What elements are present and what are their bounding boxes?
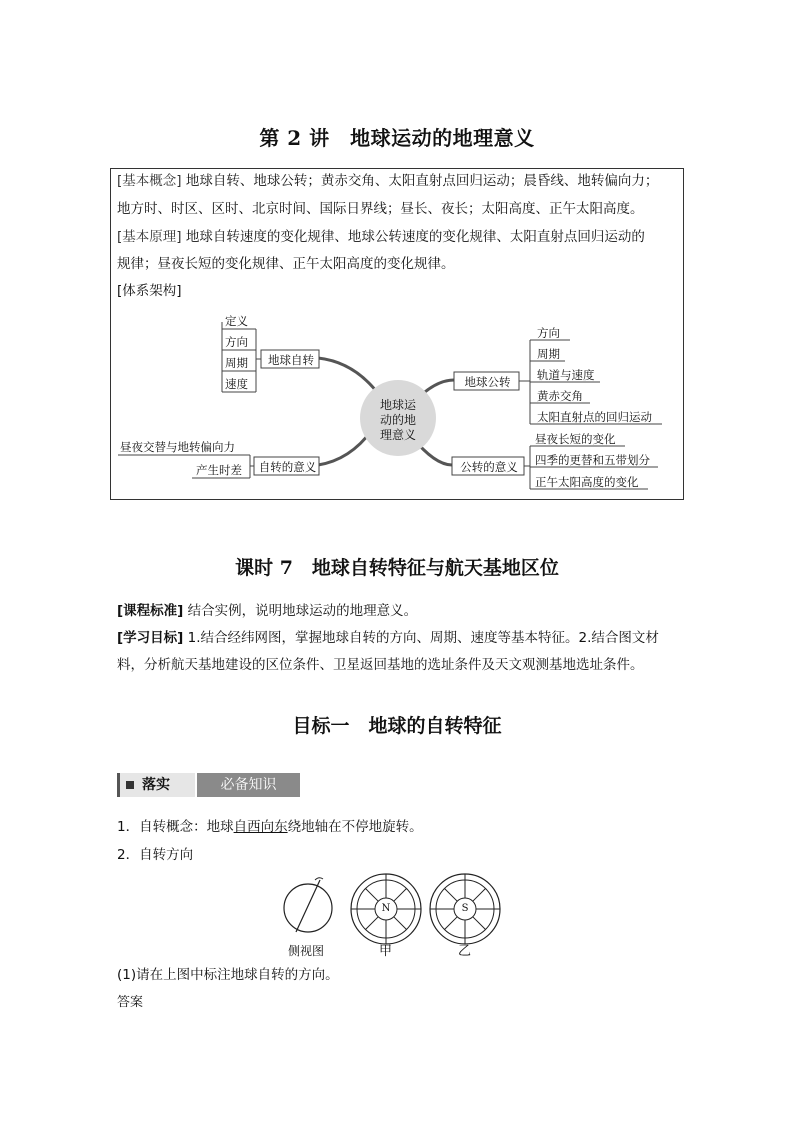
revolution-meaning-item: 昼夜长短的变化 [535, 432, 616, 446]
principle-tag: [基本原理] [117, 229, 182, 245]
standard-tag: [课程标准] [117, 603, 184, 619]
connector-rotation [318, 358, 380, 396]
principle-line-2: 规律；昼夜长短的变化规律、正午太阳高度的变化规律。 [117, 256, 455, 272]
banner-right: 必备知识 [197, 773, 300, 797]
answer-label: 答案 [117, 995, 144, 1010]
revolution-item: 周期 [537, 347, 560, 361]
concept-tag: [基本概念] [117, 173, 182, 189]
question-1: (1)请在上图中标注地球自转的方向。 [117, 967, 339, 983]
standard-text: 结合实例，说明地球运动的地理意义。 [187, 603, 418, 619]
south-view-caption: 乙 [458, 944, 472, 959]
goal-title: 目标一 地球的自转特征 [292, 715, 502, 737]
principle-line-1 [117, 224, 645, 251]
center-label: 地球运 动的地 理意义 [379, 398, 416, 442]
rotation-item: 周期 [225, 356, 248, 370]
knowledge-banner [117, 773, 300, 797]
rotation-item: 定义 [225, 314, 248, 328]
learning-goals-line-1 [117, 625, 659, 651]
rotation-meaning-item: 产生时差 [196, 463, 242, 477]
section-title: 课时 7 地球自转特征与航天基地区位 [235, 557, 559, 579]
north-view-caption: 甲 [379, 944, 393, 959]
rotation-item: 速度 [225, 377, 248, 391]
banner-left: 落实 [117, 773, 195, 797]
item-1: 1．自转概念：地球自西向东绕地轴在不停地旋转。 [117, 819, 423, 835]
framework-tag: [体系架构] [117, 283, 182, 299]
rotation-meaning-node: 自转的意义 [258, 460, 317, 474]
principle-text-1: 地球自转速度的变化规律、地球公转速度的变化规律、太阳直射点回归运动的 [185, 229, 645, 245]
north-label: N [381, 903, 391, 914]
goals-tag: [学习目标] [117, 630, 184, 646]
revolution-item: 太阳直射点的回归运动 [537, 410, 652, 424]
square-bullet-icon [126, 781, 134, 789]
lesson-title: 第 2 讲 地球运动的地理意义 [259, 126, 535, 150]
underlined-answer: 自西向东 [233, 819, 288, 835]
revolution-item: 轨道与速度 [537, 368, 595, 382]
revolution-node: 地球公转 [464, 375, 511, 389]
revolution-item: 方向 [537, 326, 560, 340]
revolution-item: 黄赤交角 [537, 389, 583, 403]
revolution-meaning-item: 正午太阳高度的变化 [535, 475, 639, 489]
rotation-meaning-item: 昼夜交替与地转偏向力 [120, 440, 235, 454]
rotation-node: 地球自转 [268, 353, 314, 367]
south-label: S [461, 903, 469, 914]
revolution-meaning-node: 公转的意义 [460, 460, 518, 474]
side-view-caption: 侧视图 [288, 944, 325, 958]
side-view-globe [284, 878, 332, 932]
concept-line-1 [117, 168, 658, 195]
item-2: 2．自转方向 [117, 847, 194, 863]
concept-text-1: 地球自转、地球公转；黄赤交角、太阳直射点回归运动；晨昏线、地转偏向力； [185, 173, 659, 189]
learning-goals-line-2: 料，分析航天基地建设的区位条件、卫星返回基地的选址条件及天文观测基地选址条件。 [117, 657, 644, 673]
concept-line-2: 地方时、时区、区时、北京时间、国际日界线；昼长、夜长；太阳高度、正午太阳高度。 [117, 201, 644, 217]
course-standard [117, 598, 417, 624]
rotation-item: 方向 [225, 335, 248, 349]
revolution-meaning-item: 四季的更替和五带划分 [535, 453, 650, 467]
goals-text-1: 1.结合经纬网图，掌握地球自转的方向、周期、速度等基本特征。2.结合图文材 [187, 630, 659, 646]
